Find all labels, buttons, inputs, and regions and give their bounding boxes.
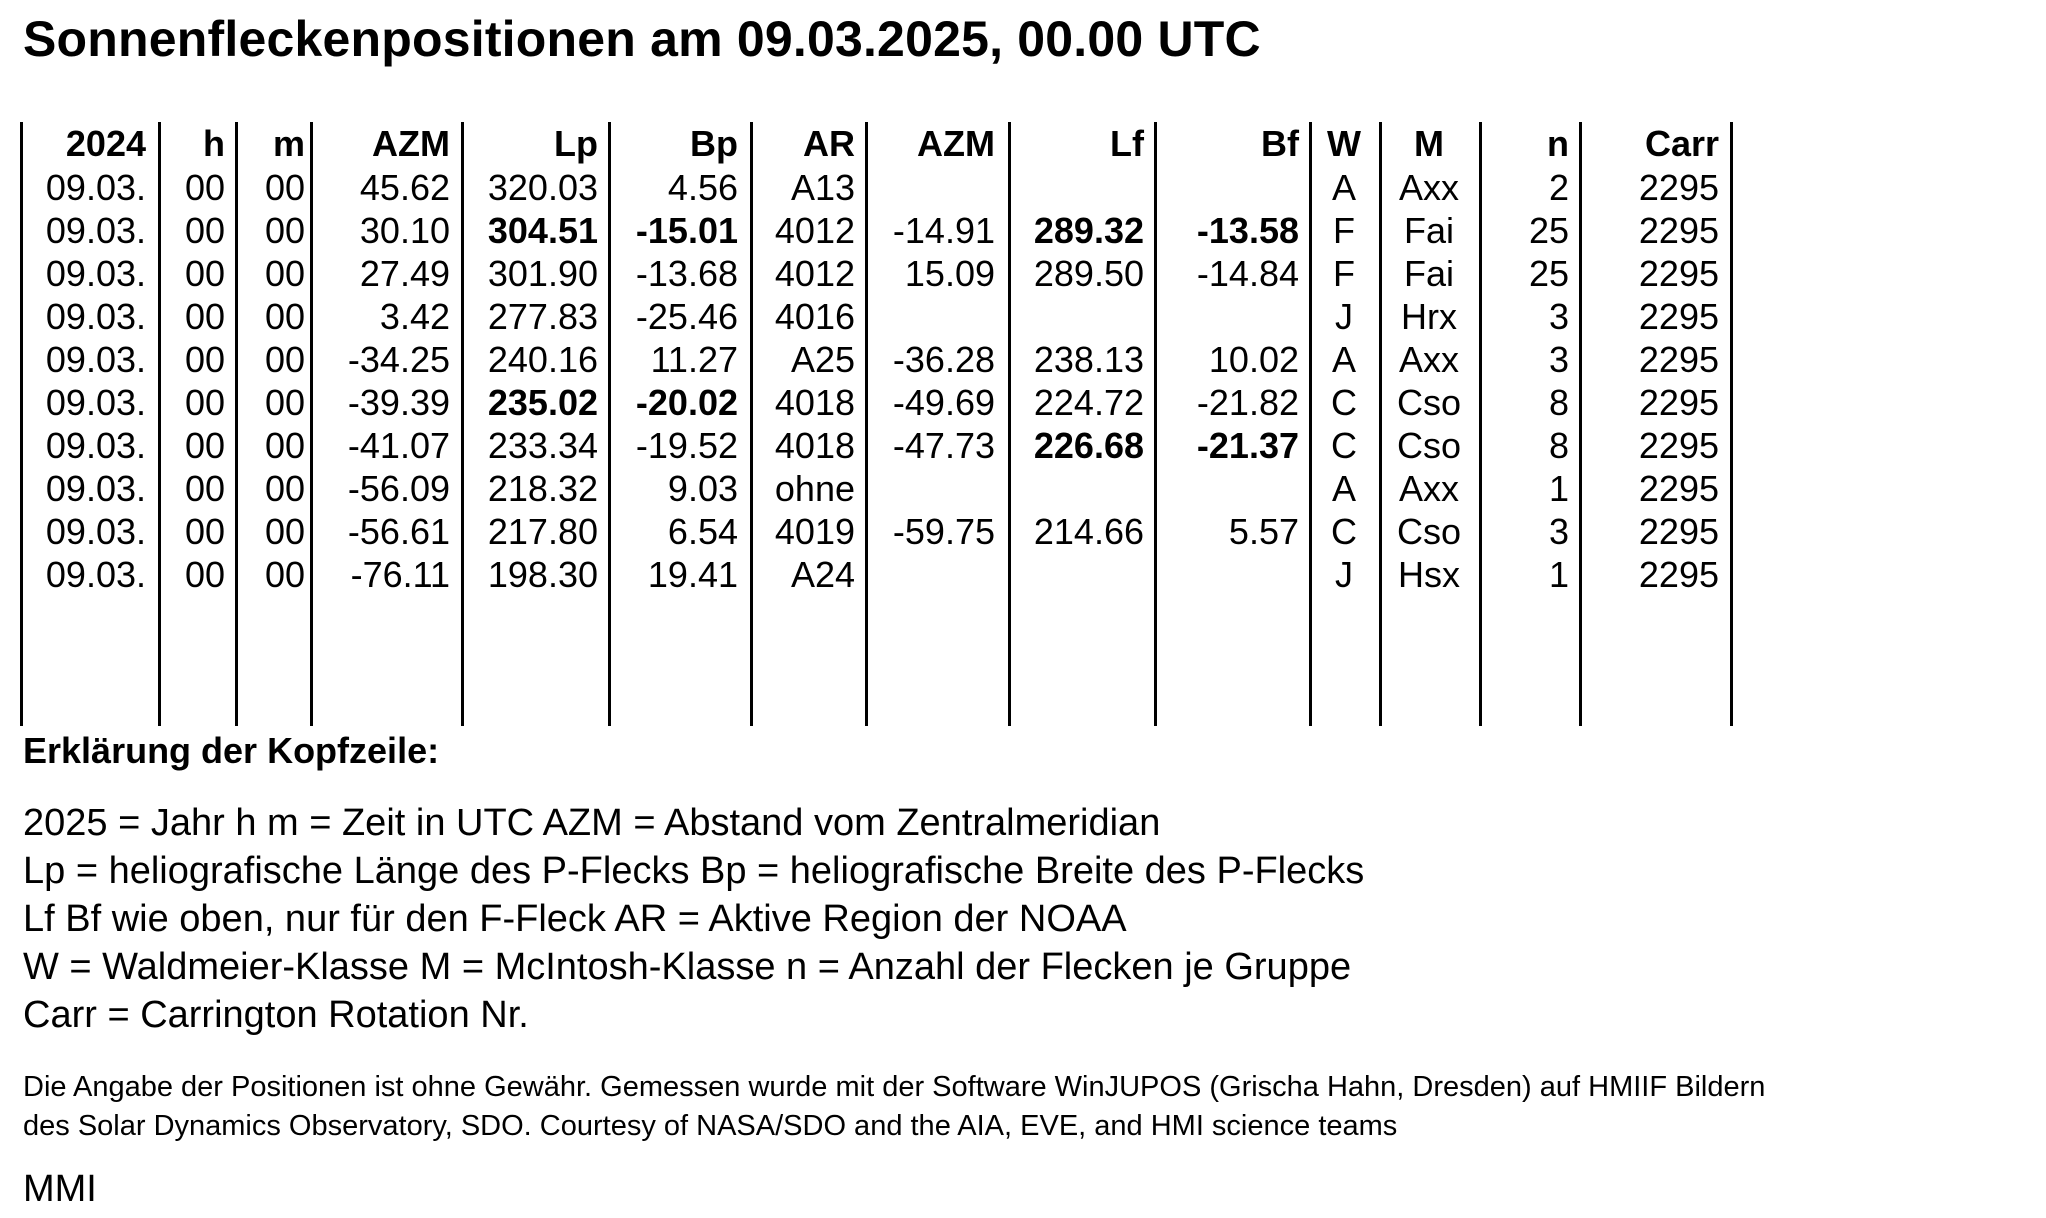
cell-hour: 00 — [184, 253, 225, 294]
cell-bf — [1154, 467, 1299, 510]
cell-mcintosh: Hrx — [1401, 296, 1457, 337]
cell-minute: 00 — [264, 253, 305, 294]
cell-bp: -25.46 — [635, 296, 738, 337]
cell-n: 8 — [1548, 382, 1569, 423]
cell-lf: 214.66 — [1033, 511, 1144, 552]
table-row — [20, 381, 1742, 424]
column-header-ar: AR — [803, 123, 855, 164]
cell-azm-f: 15.09 — [904, 253, 995, 294]
cell-hour: 00 — [184, 167, 225, 208]
cell-bp: 4.56 — [667, 167, 738, 208]
cell-azm-f: -36.28 — [892, 339, 995, 380]
cell-azm-p: 27.49 — [359, 253, 450, 294]
cell-mcintosh: Fai — [1403, 210, 1454, 251]
cell-year: 09.03. — [45, 210, 146, 251]
table-row — [20, 166, 1742, 209]
cell-azm-f — [865, 467, 995, 510]
column-header-minute: m — [272, 123, 305, 164]
column-header-lp: Lp — [554, 123, 598, 164]
cell-n: 3 — [1548, 296, 1569, 337]
cell-mcintosh: Hsx — [1398, 554, 1460, 595]
sunspot-table — [20, 122, 1742, 726]
table-row — [20, 510, 1742, 553]
table-row — [20, 295, 1742, 338]
cell-bp: 6.54 — [667, 511, 738, 552]
cell-azm-f: -14.91 — [892, 210, 995, 251]
cell-bf: 5.57 — [1228, 511, 1299, 552]
column-header-lf: Lf — [1110, 123, 1144, 164]
cell-year: 09.03. — [45, 339, 146, 380]
cell-lf — [1008, 295, 1144, 338]
cell-bf: -21.82 — [1196, 382, 1299, 423]
cell-ar: 4018 — [774, 425, 855, 466]
cell-ar: A13 — [790, 167, 855, 208]
cell-bf: -14.84 — [1196, 253, 1299, 294]
cell-lf — [1008, 467, 1144, 510]
explanation-heading: Erklärung der Kopfzeile: — [23, 730, 440, 771]
cell-n: 3 — [1548, 511, 1569, 552]
cell-carr: 2295 — [1638, 253, 1719, 294]
cell-lf: 289.32 — [1033, 210, 1144, 251]
column-header-bf: Bf — [1261, 123, 1299, 164]
cell-ar: 4012 — [774, 210, 855, 251]
cell-lp: 217.80 — [487, 511, 598, 552]
cell-bf — [1154, 553, 1299, 596]
cell-hour: 00 — [184, 210, 225, 251]
cell-year: 09.03. — [45, 468, 146, 509]
cell-bp: 11.27 — [650, 339, 738, 380]
cell-lp: 240.16 — [487, 339, 598, 380]
cell-waldmeier: A — [1331, 468, 1356, 509]
cell-n: 25 — [1528, 210, 1569, 251]
cell-hour: 00 — [184, 511, 225, 552]
cell-lf: 226.68 — [1033, 425, 1144, 466]
cell-azm-f — [865, 553, 995, 596]
cell-year: 09.03. — [45, 167, 146, 208]
cell-azm-p: 3.42 — [379, 296, 450, 337]
table-header-row — [20, 122, 1742, 165]
table-row — [20, 553, 1742, 596]
cell-bf: -13.58 — [1196, 210, 1299, 251]
cell-waldmeier: F — [1333, 253, 1355, 294]
cell-carr: 2295 — [1638, 382, 1719, 423]
cell-minute: 00 — [264, 425, 305, 466]
cell-waldmeier: F — [1333, 210, 1355, 251]
cell-year: 09.03. — [45, 253, 146, 294]
column-header-mcintosh: M — [1414, 123, 1444, 164]
column-header-azm-f: AZM — [917, 123, 995, 164]
cell-waldmeier: C — [1331, 425, 1357, 466]
cell-hour: 00 — [184, 339, 225, 380]
cell-azm-f: -59.75 — [892, 511, 995, 552]
cell-azm-p: -56.09 — [347, 468, 450, 509]
column-header-carr: Carr — [1644, 123, 1719, 164]
cell-carr: 2295 — [1638, 468, 1719, 509]
cell-bf: 10.02 — [1208, 339, 1299, 380]
cell-ar: A25 — [790, 339, 855, 380]
cell-year: 09.03. — [45, 296, 146, 337]
table-row — [20, 209, 1742, 252]
cell-bp: -13.68 — [635, 253, 738, 294]
cell-waldmeier: J — [1335, 296, 1353, 337]
column-header-hour: h — [203, 123, 225, 164]
table-row — [20, 252, 1742, 295]
cell-ar: ohne — [774, 468, 855, 509]
cell-azm-p: 30.10 — [359, 210, 450, 251]
cell-carr: 2295 — [1638, 296, 1719, 337]
cell-ar: A24 — [790, 554, 855, 595]
cell-ar: 4016 — [774, 296, 855, 337]
cell-n: 3 — [1548, 339, 1569, 380]
cell-azm-p: -39.39 — [347, 382, 450, 423]
cell-lp: 304.51 — [487, 210, 598, 251]
cell-lf: 238.13 — [1033, 339, 1144, 380]
cell-carr: 2295 — [1638, 511, 1719, 552]
disclaimer-line: des Solar Dynamics Observatory, SDO. Courtesy of NASA/SDO and the AIA, EVE, and HMI science teams — [23, 1110, 1398, 1142]
cell-minute: 00 — [264, 511, 305, 552]
cell-bp: 9.03 — [667, 468, 738, 509]
cell-azm-f — [865, 295, 995, 338]
explanation-line: W = Waldmeier-Klasse M = McIntosh-Klasse n = Anzahl der Flecken je Gruppe — [23, 946, 1352, 988]
cell-n: 1 — [1548, 554, 1569, 595]
cell-ar: 4018 — [774, 382, 855, 423]
cell-year: 09.03. — [45, 425, 146, 466]
column-header-azm-p: AZM — [372, 123, 450, 164]
table-row — [20, 467, 1742, 510]
explanation-line: 2025 = Jahr h m = Zeit in UTC AZM = Abstand vom Zentralmeridian — [23, 802, 1161, 844]
cell-azm-f — [865, 166, 995, 209]
cell-n: 8 — [1548, 425, 1569, 466]
cell-n: 1 — [1548, 468, 1569, 509]
cell-mcintosh: Fai — [1403, 253, 1454, 294]
cell-lp: 301.90 — [487, 253, 598, 294]
cell-azm-p: 45.62 — [359, 167, 450, 208]
cell-carr: 2295 — [1638, 210, 1719, 251]
cell-mcintosh: Axx — [1398, 167, 1459, 208]
cell-carr: 2295 — [1638, 554, 1719, 595]
cell-carr: 2295 — [1638, 167, 1719, 208]
author-signature: MMI — [23, 1168, 97, 1210]
cell-minute: 00 — [264, 554, 305, 595]
cell-hour: 00 — [184, 296, 225, 337]
cell-bp: -15.01 — [635, 210, 738, 251]
cell-waldmeier: J — [1335, 554, 1353, 595]
cell-waldmeier: C — [1331, 511, 1357, 552]
explanation-line: Carr = Carrington Rotation Nr. — [23, 994, 529, 1036]
cell-lp: 235.02 — [487, 382, 598, 423]
cell-bf — [1154, 295, 1299, 338]
cell-waldmeier: A — [1331, 167, 1356, 208]
cell-azm-f: -49.69 — [892, 382, 995, 423]
cell-lp: 198.30 — [487, 554, 598, 595]
cell-n: 25 — [1528, 253, 1569, 294]
cell-azm-p: -34.25 — [347, 339, 450, 380]
cell-lf — [1008, 553, 1144, 596]
cell-n: 2 — [1548, 167, 1569, 208]
cell-ar: 4019 — [774, 511, 855, 552]
cell-lp: 320.03 — [487, 167, 598, 208]
column-header-waldmeier: W — [1327, 123, 1361, 164]
cell-azm-f: -47.73 — [892, 425, 995, 466]
cell-mcintosh: Cso — [1396, 425, 1462, 466]
explanation-line: Lp = heliografische Länge des P-Flecks Bp = heliografische Breite des P-Flecks — [23, 850, 1365, 892]
cell-azm-p: -76.11 — [350, 554, 450, 595]
cell-azm-p: -56.61 — [347, 511, 450, 552]
cell-hour: 00 — [184, 382, 225, 423]
cell-mcintosh: Axx — [1398, 339, 1459, 380]
cell-lp: 233.34 — [487, 425, 598, 466]
cell-minute: 00 — [264, 210, 305, 251]
cell-minute: 00 — [264, 296, 305, 337]
cell-lp: 277.83 — [487, 296, 598, 337]
column-header-n: n — [1547, 123, 1569, 164]
cell-azm-p: -41.07 — [347, 425, 450, 466]
cell-minute: 00 — [264, 167, 305, 208]
cell-ar: 4012 — [774, 253, 855, 294]
cell-bp: 19.41 — [647, 554, 738, 595]
cell-hour: 00 — [184, 554, 225, 595]
cell-minute: 00 — [264, 339, 305, 380]
cell-minute: 00 — [264, 382, 305, 423]
cell-bp: -20.02 — [635, 382, 738, 423]
page-title: Sonnenfleckenpositionen am 09.03.2025, 00.00 UTC — [23, 11, 1261, 67]
cell-hour: 00 — [184, 468, 225, 509]
cell-carr: 2295 — [1638, 339, 1719, 380]
cell-bp: -19.52 — [635, 425, 738, 466]
table-row — [20, 424, 1742, 467]
cell-year: 09.03. — [45, 382, 146, 423]
cell-bf — [1154, 166, 1299, 209]
column-header-bp: Bp — [690, 123, 738, 164]
column-header-year: 2024 — [65, 123, 146, 164]
cell-year: 09.03. — [45, 554, 146, 595]
cell-mcintosh: Axx — [1398, 468, 1459, 509]
cell-bf: -21.37 — [1196, 425, 1299, 466]
table-row — [20, 338, 1742, 381]
cell-carr: 2295 — [1638, 425, 1719, 466]
cell-lf: 289.50 — [1033, 253, 1144, 294]
cell-lf — [1008, 166, 1144, 209]
cell-waldmeier: C — [1331, 382, 1357, 423]
explanation-line: Lf Bf wie oben, nur für den F-Fleck AR = Aktive Region der NOAA — [23, 898, 1127, 940]
cell-minute: 00 — [264, 468, 305, 509]
cell-waldmeier: A — [1331, 339, 1356, 380]
cell-mcintosh: Cso — [1396, 382, 1462, 423]
disclaimer-line: Die Angabe der Positionen ist ohne Gewähr. Gemessen wurde mit der Software WinJUPOS (Grischa Hahn, Dresden) auf HMIIF Bildern — [23, 1071, 1766, 1103]
cell-hour: 00 — [184, 425, 225, 466]
cell-lf: 224.72 — [1033, 382, 1144, 423]
cell-year: 09.03. — [45, 511, 146, 552]
cell-mcintosh: Cso — [1396, 511, 1462, 552]
cell-lp: 218.32 — [487, 468, 598, 509]
